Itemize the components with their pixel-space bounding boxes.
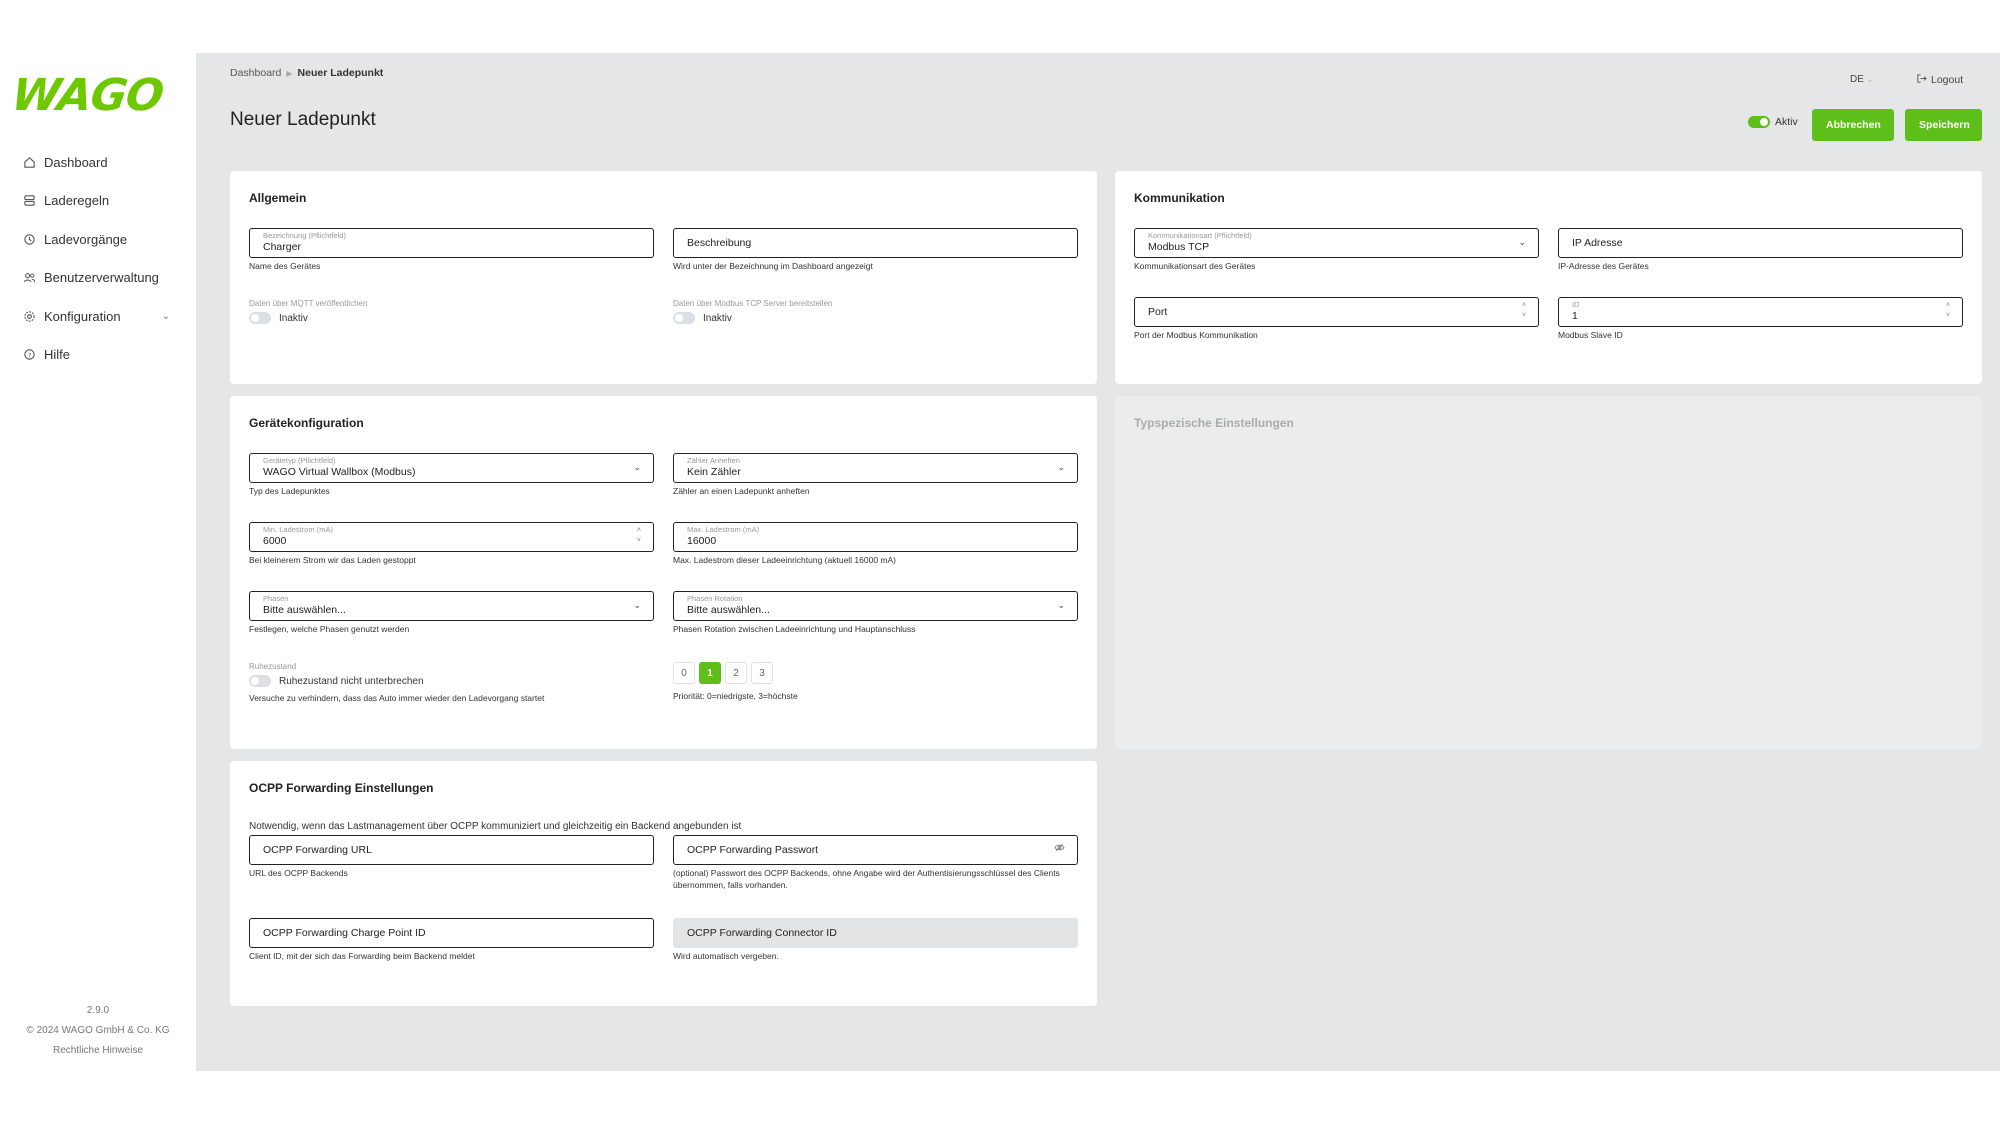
ruhezustand-toggle[interactable]: [249, 675, 424, 687]
field-value: Modbus TCP: [1148, 241, 1210, 253]
zaehler-select[interactable]: [673, 453, 1078, 483]
ruhezustand-switch[interactable]: [249, 675, 271, 687]
field-value: 16000: [687, 535, 717, 547]
gear-icon: [22, 309, 36, 323]
modbus-switch[interactable]: [673, 312, 695, 324]
priority-option-0[interactable]: 0: [673, 662, 695, 684]
card-title: Kommunikation: [1134, 191, 1225, 205]
ocpp-url-input[interactable]: [249, 835, 654, 865]
field-value: 1: [1572, 310, 1578, 322]
field-placeholder: Beschreibung: [687, 237, 752, 249]
ocpp-password-input[interactable]: [673, 835, 1078, 865]
mqtt-switch[interactable]: [249, 312, 271, 324]
field-label: Max. Ladestrom (mA): [687, 525, 760, 534]
min-ladestrom-input[interactable]: [249, 522, 654, 552]
bezeichnung-input[interactable]: [249, 228, 654, 258]
chevron-down-icon: ⌄: [161, 310, 170, 322]
field-placeholder: OCPP Forwarding URL: [263, 844, 372, 856]
phasen-select[interactable]: [249, 591, 654, 621]
field-hint: Kommunikationsart des Gerätes: [1134, 261, 1256, 271]
breadcrumb: [230, 67, 383, 79]
priority-option-2[interactable]: 2: [725, 662, 747, 684]
kommunikationsart-select[interactable]: [1134, 228, 1539, 258]
geraetetyp-select[interactable]: [249, 453, 654, 483]
mqtt-label: Daten über MQTT veröffentlichen: [249, 299, 368, 308]
modbus-state: Inaktiv: [703, 312, 732, 324]
stepper-icon[interactable]: ˄ ˅: [636, 527, 641, 544]
ocpp-note: Notwendig, wenn das Lastmanagement über OCPP kommuniziert und gleichzeitig ein Backend angebunden ist: [249, 821, 742, 832]
field-hint: Versuche zu verhindern, dass das Auto immer wieder den Ladevorgang startet: [249, 693, 545, 703]
stepper-icon[interactable]: ˄ ˅: [1521, 302, 1526, 319]
sidebar: [0, 53, 196, 1071]
field-placeholder: OCPP Forwarding Charge Point ID: [263, 927, 426, 939]
field-hint: IP-Adresse des Gerätes: [1558, 261, 1649, 271]
sidebar-item-benutzerverwaltung[interactable]: [0, 259, 196, 298]
svg-text:?: ?: [27, 351, 31, 360]
priority-option-3[interactable]: 3: [751, 662, 773, 684]
cancel-button[interactable]: Abbrechen: [1812, 109, 1894, 141]
field-value: WAGO Virtual Wallbox (Modbus): [263, 466, 416, 478]
aktiv-switch[interactable]: [1748, 116, 1770, 128]
field-value: Charger: [263, 241, 301, 253]
eye-off-icon[interactable]: [1054, 843, 1065, 855]
language-select[interactable]: [1850, 74, 1873, 85]
phasen-rotation-select[interactable]: [673, 591, 1078, 621]
max-ladestrom-input[interactable]: [673, 522, 1078, 552]
breadcrumb-current: Neuer Ladepunkt: [297, 67, 384, 79]
chevron-down-icon: ⌄: [1518, 237, 1526, 247]
field-value: Bitte auswählen...: [263, 604, 346, 616]
rules-icon: [22, 194, 36, 208]
field-placeholder: OCPP Forwarding Passwort: [687, 844, 819, 856]
field-hint: Festlegen, welche Phasen genutzt werden: [249, 624, 410, 634]
ip-address-input[interactable]: [1558, 228, 1963, 258]
copyright-text: © 2024 WAGO GmbH & Co. KG: [26, 1025, 170, 1036]
breadcrumb-dashboard[interactable]: Dashboard: [230, 67, 282, 79]
field-placeholder: Port: [1148, 306, 1168, 318]
field-label: Zähler Anheften: [687, 456, 740, 465]
chevron-down-icon: ⌄: [1057, 600, 1065, 610]
field-label: Gerätetyp (Pflichtfeld): [263, 456, 336, 465]
home-icon: [22, 155, 36, 169]
field-placeholder: OCPP Forwarding Connector ID: [687, 927, 837, 939]
field-hint: Bei kleinerem Strom wir das Laden gestoppt: [249, 555, 416, 565]
logout-label: Logout: [1931, 74, 1964, 86]
field-hint: Name des Gerätes: [249, 261, 321, 271]
legal-link[interactable]: Rechtliche Hinweise: [52, 1045, 144, 1056]
field-hint: Client ID, mit der sich das Forwarding beim Backend meldet: [249, 951, 475, 961]
priority-selector: [673, 662, 773, 684]
sidebar-item-konfiguration[interactable]: [0, 297, 196, 336]
sidebar-item-label: Laderegeln: [44, 193, 110, 209]
stepper-icon[interactable]: ˄ ˅: [1945, 302, 1950, 319]
field-hint: Zähler an einen Ladepunkt anheften: [673, 486, 810, 496]
sidebar-item-label: Ladevorgänge: [44, 231, 128, 247]
mqtt-toggle[interactable]: [249, 312, 308, 324]
field-label: Bezeichnung (Pflichtfeld): [263, 231, 346, 240]
aktiv-label: Aktiv: [1775, 116, 1798, 128]
card-title: OCPP Forwarding Einstellungen: [249, 781, 434, 795]
field-hint: Typ des Ladepunktes: [249, 486, 330, 496]
port-input[interactable]: [1134, 297, 1539, 327]
wago-logo[interactable]: WAGO: [8, 70, 167, 121]
card-title: Typspezische Einstellungen: [1134, 416, 1294, 430]
sidebar-item-laderegeln[interactable]: [0, 182, 196, 221]
chevron-down-icon: ⌄: [633, 462, 641, 472]
field-label: Min. Ladestrom (mA): [263, 525, 334, 534]
field-label: ID: [1572, 300, 1580, 309]
sidebar-item-label: Hilfe: [44, 347, 71, 363]
field-hint: (optional) Passwort des OCPP Backends, ohne Angabe wird der Authentisierungsschlüssel des Clients übernommen, falls vorhanden.: [673, 868, 1060, 890]
card-title: Gerätekonfiguration: [249, 416, 364, 430]
main-content: [196, 53, 2000, 1071]
card-allgemein: [230, 171, 1097, 384]
field-value: 6000: [263, 535, 287, 547]
field-hint: URL des OCPP Backends: [249, 868, 348, 878]
logout-button[interactable]: [1916, 73, 1963, 87]
sidebar-item-label: Dashboard: [44, 154, 108, 170]
help-icon: [22, 348, 36, 362]
field-label: Kommunikationsart (Pflichtfeld): [1148, 231, 1252, 240]
language-value: DE: [1850, 74, 1864, 85]
priority-option-1[interactable]: 1: [699, 662, 721, 684]
sidebar-item-label: Benutzerverwaltung: [44, 270, 159, 286]
breadcrumb-separator-icon: ▶: [286, 69, 293, 78]
beschreibung-input[interactable]: [673, 228, 1078, 258]
field-hint: Modbus Slave ID: [1558, 330, 1623, 340]
field-value: Bitte auswählen...: [687, 604, 770, 616]
card-geraetekonfiguration: [230, 396, 1097, 749]
mqtt-state: Inaktiv: [279, 312, 308, 324]
history-icon: [22, 232, 36, 246]
modbus-label: Daten über Modbus TCP Server bereitstellen: [673, 299, 833, 308]
sidebar-item-dashboard[interactable]: [0, 143, 196, 182]
ocpp-charge-point-id-input[interactable]: [249, 918, 654, 948]
page-title: Neuer Ladepunkt: [230, 109, 376, 130]
card-typspezifisch: [1115, 396, 1982, 749]
ruhezustand-label: Ruhezustand: [249, 662, 297, 671]
ocpp-connector-id-input: [673, 918, 1078, 948]
field-value: Kein Zähler: [687, 466, 741, 478]
chevron-down-icon: ⌄: [1057, 462, 1065, 472]
field-hint: Port der Modbus Kommunikation: [1134, 330, 1258, 340]
sidebar-nav: [0, 143, 196, 374]
ruhezustand-toggle-label: Ruhezustand nicht unterbrechen: [279, 675, 424, 687]
sidebar-item-label: Konfiguration: [44, 308, 121, 324]
sidebar-item-ladevorgaenge[interactable]: [0, 220, 196, 259]
card-title: Allgemein: [249, 191, 307, 205]
modbus-toggle[interactable]: [673, 312, 732, 324]
slave-id-input[interactable]: [1558, 297, 1963, 327]
version-text: 2.9.0: [86, 1005, 110, 1016]
field-label: Phasen: [263, 594, 289, 603]
field-hint: Wird unter der Bezeichnung im Dashboard angezeigt: [673, 261, 873, 271]
field-label: Phasen Rotation: [687, 594, 743, 603]
field-placeholder: IP Adresse: [1572, 237, 1623, 249]
field-hint: Max. Ladestrom dieser Ladeeinrichtung (aktuell 16000 mA): [673, 555, 897, 565]
field-hint: Priorität: 0=niedrigste, 3=höchste: [673, 691, 798, 701]
chevron-down-icon: ⌄: [1866, 75, 1874, 84]
card-ocpp-forwarding: [230, 761, 1097, 1006]
field-hint: Wird automatisch vergeben.: [673, 951, 779, 961]
sidebar-item-hilfe[interactable]: [0, 336, 196, 375]
save-button[interactable]: Speichern: [1905, 109, 1982, 141]
users-icon: [22, 271, 36, 285]
card-kommunikation: [1115, 171, 1982, 384]
field-hint: Phasen Rotation zwischen Ladeeinrichtung und Hauptanschluss: [673, 624, 916, 634]
aktiv-toggle[interactable]: [1748, 116, 1798, 128]
logout-icon: [1916, 73, 1927, 87]
chevron-down-icon: ⌄: [633, 600, 641, 610]
